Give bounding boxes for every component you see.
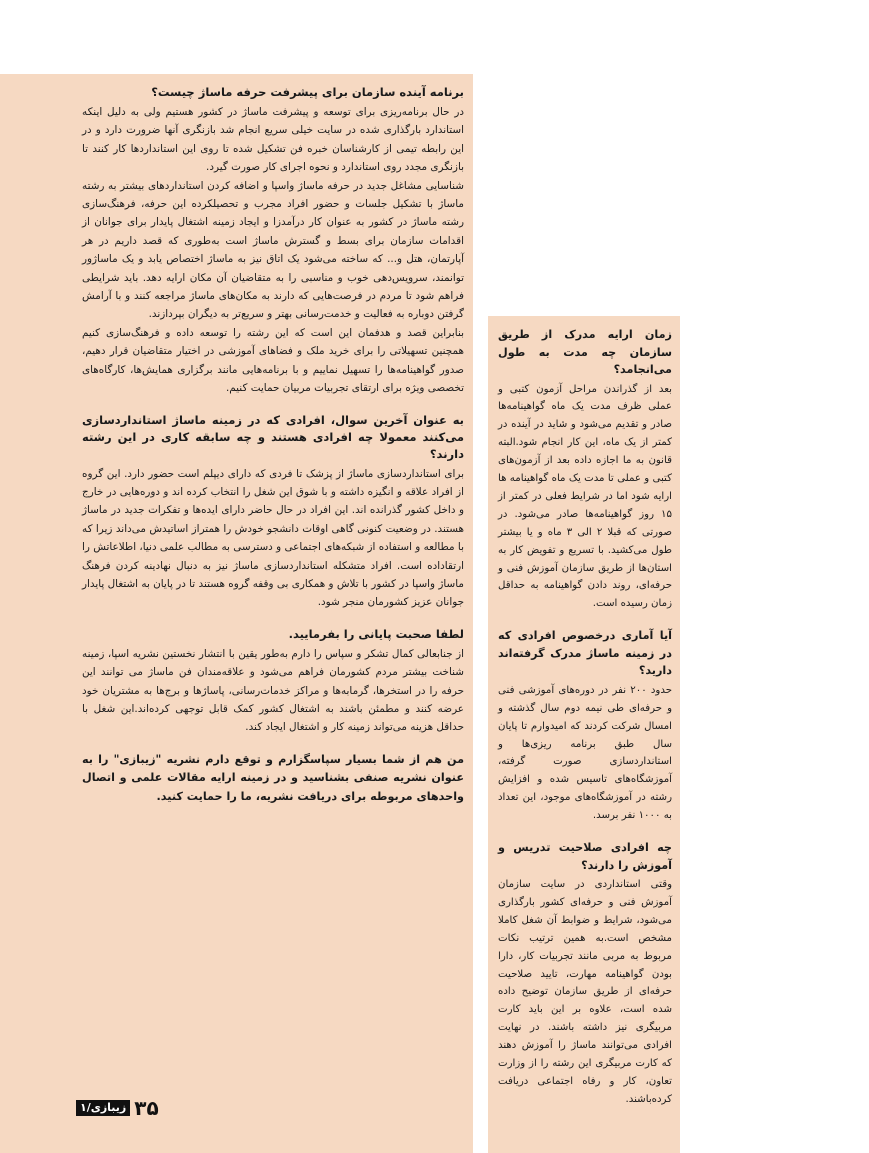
- section-title-instructors: چه افرادی صلاحیت تدریس و آموزش را دارند؟: [498, 841, 672, 872]
- section-title-future-plan: برنامه آینده سازمان برای پیشرفت حرفه ماساژ چیست؟: [151, 85, 464, 99]
- magazine-name-badge: زیبازی/۱: [76, 1100, 130, 1116]
- paragraph: شناسایی مشاغل جدید در حرفه ماساژ واسپا و اضافه کردن استانداردهای بیشتر به رشته ماساژ با تشکیل جلسات و حضور افراد مجرب و تحصیلکرده این حرفه، فرهنگ‌سازی رشته ماساژ در کشور به عنوان کار درآمدزا و ایجاد زمینه اشتغال پایدار برای جوانان از اقدامات سازمان برای بسط و گسترش ماساژ است به‌طوری که قصد داریم در هر آپارتمان، هتل و... که ساخته می‌شود یک اتاق نیز به ماساژ اختصاص یابد و یک ماساژور توانمند، سرویس‌دهی خوب و مناسبی را به متقاضیان آن مکان ارایه دهد. باید شرایطی فراهم شود تا مردم در فرصت‌هایی که دارند به مکان‌های ماساژ مراجعه کنند و با آرامش گرفتن دوباره به فعالیت و خدمت‌رسانی بهتر و سریع‌تر به دیگران بپردازند.: [82, 179, 464, 321]
- paragraph: در حال برنامه‌ریزی برای توسعه و پیشرفت ماساژ در کشور هستیم ولی به دلیل اینکه استاندارد بارگذاری شده در سایت خیلی سریع انجام شد بازنگری آنها ضرورت دارد و در این رابطه تیمی از کارشناسان خبره فن تشکیل شده تا روی این استانداردها کار کنند تا بازنگری مجدد روی استاندارد و نحوه اجرای کار صورت گیرد.: [82, 106, 464, 174]
- page-footer: [76, 1097, 159, 1119]
- section-title-statistics: آیا آماری درخصوص افرادی که در زمینه ماساژ مدرک گرفته‌اند دارید؟: [498, 629, 672, 678]
- main-article-column: [82, 84, 464, 806]
- paragraph: برای استانداردسازی ماساژ از پزشک تا فردی که دارای دیپلم است حضور دارد. این گروه از افراد علاقه و انگیزه داشته و با شوق این شغل را انتخاب کرده اند و دوره‌هایی در خارج و داخل کشور گذرانده اند. این افراد در حال حاضر دارای ایده‌ها و تفکرات جدید در ماساژ هستند. در وضعیت کنونی گاهی اوقات دانشجو خودش را همتراز اساتیدش می‌داند زیرا که با مطالعه و استفاده از شبکه‌های اجتماعی و دسترسی به مطالب علمی دنیا، اطلاعاتش را ارتقاداده است. افراد متشکله استانداردسازی ماساژ نیز به دنبال نهادینه کردن فرهنگ ماساژ واسپا در کشور با تلاش و همکاری بی وقفه گروه هستند تا در پایان به اشتغال پایدار جوانان عزیز کشورمان منجر شود.: [82, 467, 464, 609]
- paragraph: وقتی استانداردی در سایت سازمان آموزش فنی و حرفه‌ای کشور بارگذاری می‌شود، شرایط و ضوابط آن شغل کاملا مشخص است.به همین ترتیب نکات مربوط به مربی مانند تجربیات کار، دارا بودن گواهینامه مهارت، تایید صلاحیت حرفه‌ای از طریق سازمان توضیح داده شده است، علاوه بر این باید کارت مربیگری نیز داشته باشند. در نهایت افرادی می‌توانند ماساژ را آموزش دهند که کارت مربیگری این رشته را از وزارت تعاون، کار و رفاه اجتماعی دریافت کرده‌باشند.: [498, 879, 672, 1105]
- paragraph: بنابراین قصد و هدفمان این است که این رشته را توسعه داده و فرهنگ‌سازی کنیم همچنین تسهیلاتی را برای خرید ملک و فضاهای آموزشی در اختیار متقاضیان قرار دهیم، صدور گواهینامه‌ها را تسهیل نماییم و با برنامه‌هایی مانند برگزاری همایش‌ها، کارگاه‌های تخصصی ویژه برای ارتقای تجربیات مربیان حمایت کنیم.: [82, 326, 464, 395]
- paragraph: بعد از گذراندن مراحل آزمون کتبی و عملی ظرف مدت یک ماه گواهینامه‌ها صادر و تقدیم می‌شود و شاید در آینده در کمتر از یک ماه، این کار انجام شود.البته قانون به ما اجازه داده بعد از آزمون‌های کتبی و عملی تا مدت یک ماه گواهینامه ها ارایه شود اما در شرایط فعلی در کمتر از ۱۵ روز گواهینامه‌ها صادر می‌شود. در صورتی که قبلا ۲ الی ۳ ماه و یا بیشتر طول می‌کشید. با تسریع و تفویض کار به استان‌ها از طریق سازمان آموزش فنی و حرفه‌ای، روند دادن گواهینامه به حداقل زمان رسیده است.: [498, 383, 673, 610]
- side-article-column: [498, 326, 672, 1109]
- section-title-standardizers: به عنوان آخرین سوال، افرادی که در زمینه ماساژ استانداردسازی می‌کنند معمولا چه افرادی هستند و چه سابقه کاری در این رشته دارند؟: [82, 412, 464, 461]
- paragraph: از جنابعالی کمال تشکر و سپاس را دارم به‌طور یقین با انتشار نخستین نشریه اسپا، زمینه شناخت بیشتر مردم کشورمان فراهم می‌شود و علاقه‌مندان فن ماساژ می توانند این حرفه را در استخرها، گرمابه‌ها و مراکز خدمات‌رسانی، پاساژها و برج‌ها به مشتریان خود عرضه کنند و مطمئن باشند به اشتغال کشور کمک قابل توجهی کرده‌اند.این شغل با حداقل هزینه می‌تواند زمینه کار و اشتغال ایجاد کند.: [82, 647, 464, 734]
- section-title-closing-remarks: لطفا صحبت پایانی را بفرمایید.: [288, 626, 464, 641]
- page-number: ۳۵: [134, 1096, 159, 1120]
- closing-statement: من هم از شما بسیار سپاسگزارم و توقع دارم نشریه "زیبازی" را به عنوان نشریه صنفی بشناسید و در زمینه ارایه مقالات علمی و اتصال واحدهای مربوطه برای دریافت نشریه، ما را حمایت کنید.: [82, 752, 464, 803]
- paragraph: حدود ۲۰۰ نفر در دوره‌های آموزشی فنی و حرفه‌ای طی نیمه دوم سال گذشته و امسال شرکت کردند که امیدوارم تا پایان سال طبق برنامه ریزی‌ها و استانداردسازی صورت گرفته، آموزشگاه‌های تاسیس شده و افزایش رشته در آموزشگاه‌های موجود، این تعداد به ۱۰۰۰ نفر برسد.: [498, 684, 672, 822]
- section-title-certificate-time: زمان ارایه مدرک از طریق سازمان چه مدت به طول می‌انجامد؟: [498, 328, 672, 376]
